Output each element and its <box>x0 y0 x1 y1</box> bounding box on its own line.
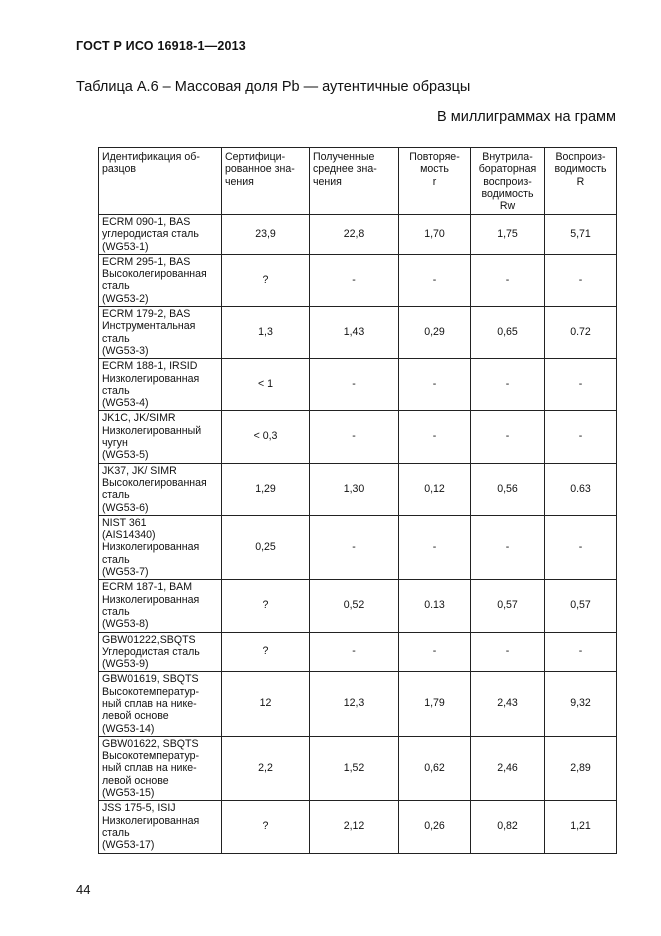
value-cell: ? <box>222 580 310 632</box>
value-cell: 0.72 <box>545 307 617 359</box>
sample-id-cell: GBW01622, SBQTS Высокотемператур- ный сплав на нике- левой основе (WG53-15) <box>99 736 222 800</box>
value-cell: 1,43 <box>310 307 399 359</box>
value-cell: 2,89 <box>545 736 617 800</box>
value-cell: - <box>545 254 617 306</box>
table-row <box>99 215 617 255</box>
value-cell: 0,12 <box>399 463 471 515</box>
column-header: Сертифици- рованное зна- чения <box>222 148 310 215</box>
value-cell: 23,9 <box>222 215 310 255</box>
sample-id-cell: JSS 175-5, ISIJ Низколегированная сталь (WG53-17) <box>99 801 222 853</box>
table-row <box>99 515 617 579</box>
value-cell: 1,75 <box>471 215 545 255</box>
column-header: Повторяе- мость r <box>399 148 471 215</box>
value-cell: 1,70 <box>399 215 471 255</box>
value-cell: 22,8 <box>310 215 399 255</box>
value-cell: 0,25 <box>222 515 310 579</box>
value-cell: ? <box>222 632 310 672</box>
value-cell: 1,21 <box>545 801 617 853</box>
value-cell: 0,52 <box>310 580 399 632</box>
sample-id-cell: ECRM 090-1, BAS углеродистая сталь (WG53-1) <box>99 215 222 255</box>
sample-id-cell: ECRM 179-2, BAS Инструментальная сталь (WG53-3) <box>99 307 222 359</box>
value-cell: 9,32 <box>545 672 617 736</box>
document-header: ГОСТ Р ИСО 16918-1—2013 <box>76 39 246 53</box>
sample-id-cell: JK1C, JK/SIMR Низколегированный чугун (WG53-5) <box>99 411 222 463</box>
table-caption: Таблица А.6 – Массовая доля Pb — аутентичные образцы <box>76 79 471 95</box>
value-cell: 1,79 <box>399 672 471 736</box>
value-cell: 2,46 <box>471 736 545 800</box>
value-cell: 1,3 <box>222 307 310 359</box>
value-cell: ? <box>222 254 310 306</box>
table-units: В миллиграммах на грамм <box>437 109 616 125</box>
table-row <box>99 801 617 853</box>
value-cell: 0.63 <box>545 463 617 515</box>
value-cell: 0,62 <box>399 736 471 800</box>
value-cell: - <box>471 632 545 672</box>
value-cell: - <box>310 411 399 463</box>
value-cell: 2,12 <box>310 801 399 853</box>
results-table <box>98 147 617 854</box>
value-cell: - <box>399 411 471 463</box>
value-cell: < 1 <box>222 359 310 411</box>
sample-id-cell: ECRM 295-1, BAS Высоколегированная сталь (WG53-2) <box>99 254 222 306</box>
value-cell: 2,43 <box>471 672 545 736</box>
value-cell: 1,30 <box>310 463 399 515</box>
table-row <box>99 736 617 800</box>
value-cell: - <box>471 515 545 579</box>
value-cell: < 0,3 <box>222 411 310 463</box>
sample-id-cell: GBW01222,SBQTS Углеродистая сталь (WG53-9) <box>99 632 222 672</box>
sample-id-cell: NIST 361 (AIS14340) Низколегированная сталь (WG53-7) <box>99 515 222 579</box>
value-cell: 12,3 <box>310 672 399 736</box>
table-row <box>99 254 617 306</box>
value-cell: - <box>471 359 545 411</box>
value-cell: 0,65 <box>471 307 545 359</box>
value-cell: - <box>399 515 471 579</box>
table-row <box>99 632 617 672</box>
value-cell: - <box>545 515 617 579</box>
value-cell: - <box>545 359 617 411</box>
value-cell: - <box>399 254 471 306</box>
value-cell: 0,57 <box>545 580 617 632</box>
value-cell: 0,82 <box>471 801 545 853</box>
table-row <box>99 463 617 515</box>
value-cell: 0,26 <box>399 801 471 853</box>
column-header: Внутрила- бораторная воспроиз- водимость Rw <box>471 148 545 215</box>
value-cell: 0,57 <box>471 580 545 632</box>
value-cell: - <box>310 254 399 306</box>
value-cell: 1,29 <box>222 463 310 515</box>
value-cell: 0.13 <box>399 580 471 632</box>
value-cell: 0,56 <box>471 463 545 515</box>
table-row <box>99 580 617 632</box>
column-header: Идентификация об- разцов <box>99 148 222 215</box>
value-cell: 1,52 <box>310 736 399 800</box>
table-row <box>99 411 617 463</box>
sample-id-cell: ECRM 188-1, IRSID Низколегированная сталь (WG53-4) <box>99 359 222 411</box>
value-cell: - <box>545 632 617 672</box>
table-row <box>99 307 617 359</box>
value-cell: 12 <box>222 672 310 736</box>
page-number: 44 <box>76 882 91 897</box>
table-row <box>99 359 617 411</box>
value-cell: 5,71 <box>545 215 617 255</box>
value-cell: - <box>310 632 399 672</box>
value-cell: - <box>471 411 545 463</box>
sample-id-cell: JK37, JK/ SIMR Высоколегированная сталь (WG53-6) <box>99 463 222 515</box>
column-header: Полученные среднее зна- чения <box>310 148 399 215</box>
sample-id-cell: GBW01619, SBQTS Высокотемператур- ный сплав на нике- левой основе (WG53-14) <box>99 672 222 736</box>
value-cell: 2,2 <box>222 736 310 800</box>
value-cell: - <box>399 632 471 672</box>
value-cell: - <box>471 254 545 306</box>
column-header: Воспроиз- водимость R <box>545 148 617 215</box>
value-cell: - <box>545 411 617 463</box>
table-row <box>99 672 617 736</box>
table-header-row <box>99 148 617 215</box>
value-cell: ? <box>222 801 310 853</box>
value-cell: - <box>310 515 399 579</box>
value-cell: - <box>399 359 471 411</box>
value-cell: 0,29 <box>399 307 471 359</box>
value-cell: - <box>310 359 399 411</box>
sample-id-cell: ECRM 187-1, BAM Низколегированная сталь (WG53-8) <box>99 580 222 632</box>
